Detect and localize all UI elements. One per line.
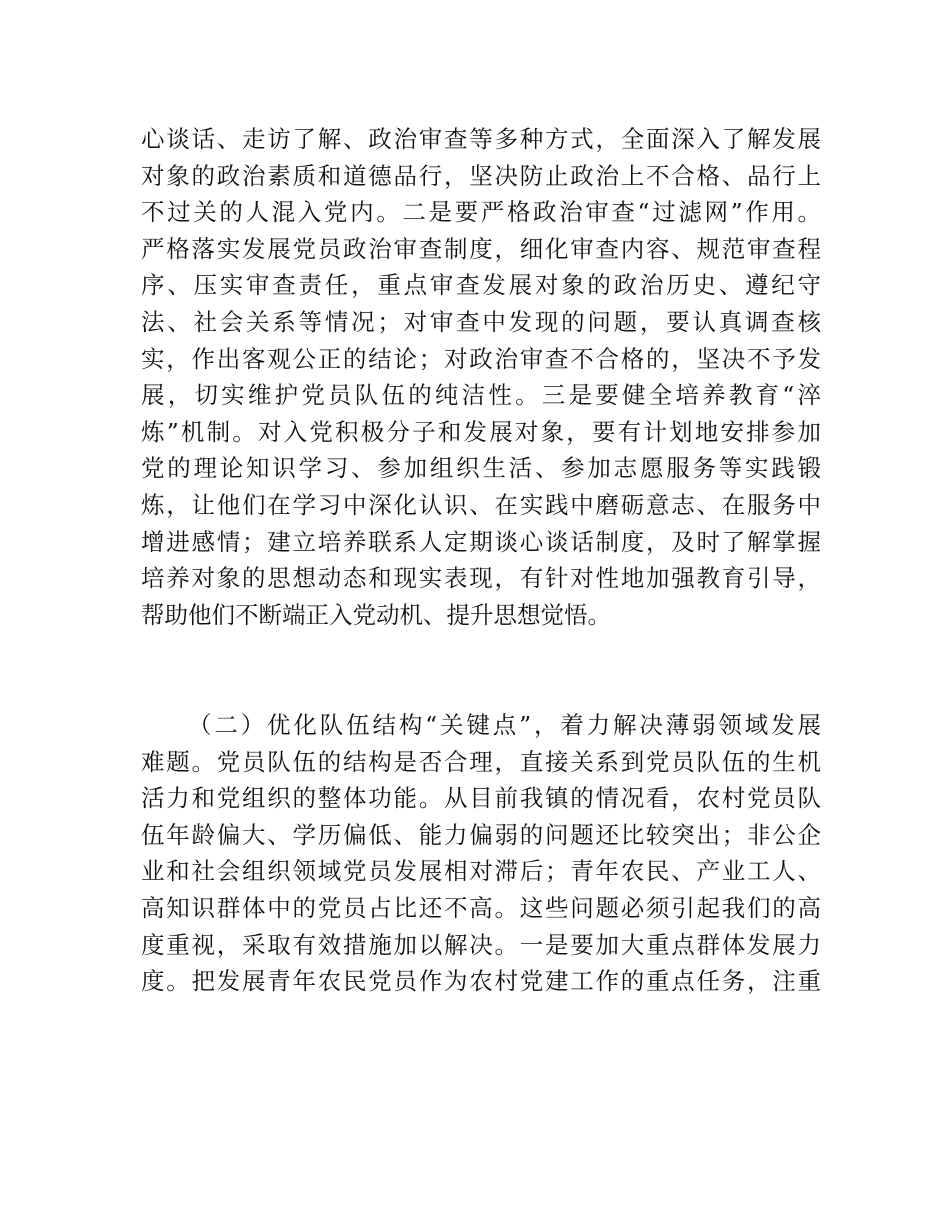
- text-line: 伍年龄偏大、学历偏低、能力偏弱的问题还比较突出；非公企: [141, 820, 821, 849]
- text-line: 炼，让他们在学习中深化认识、在实践中磨砺意志、在服务中: [141, 490, 821, 519]
- text-line: 法、社会关系等情况；对审查中发现的问题，要认真调查核: [141, 307, 821, 336]
- section-heading-line: （二）优化队伍结构“关键点”，着力解决薄弱领域发展: [188, 711, 821, 739]
- text-line: 展，切实维护党员队伍的纯洁性。三是要健全培养教育“淬: [141, 381, 821, 410]
- paragraph-team-structure: [141, 707, 821, 1000]
- text-line: 活力和党组织的整体功能。从目前我镇的情况看，农村党员队: [141, 784, 821, 813]
- text-line: 度重视，采取有效措施加以解决。一是要加大重点群体发展力: [141, 930, 821, 959]
- text-line: 炼”机制。对入党积极分子和发展对象，要有计划地安排参加: [141, 417, 821, 446]
- text-line: 业和社会组织领域党员发展相对滞后；青年农民、产业工人、: [141, 857, 821, 886]
- text-line: 高知识群体中的党员占比还不高。这些问题必须引起我们的高: [141, 893, 821, 922]
- text-line: 党的理论知识学习、参加组织生活、参加志愿服务等实践锻: [141, 454, 821, 483]
- text-line: 对象的政治素质和道德品行，坚决防止政治上不合格、品行上: [141, 161, 821, 190]
- text-line: 度。把发展青年农民党员作为农村党建工作的重点任务，注重: [141, 967, 821, 996]
- text-line: 实，作出客观公正的结论；对政治审查不合格的，坚决不予发: [141, 344, 821, 373]
- text-line: 增进感情；建立培养联系人定期谈心谈话制度，及时了解掌握: [141, 527, 821, 556]
- paragraph-political-review: [141, 121, 821, 633]
- text-line: 培养对象的思想动态和现实表现，有针对性地加强教育引导，: [141, 564, 821, 593]
- text-line: 难题。党员队伍的结构是否合理，直接关系到党员队伍的生机: [141, 747, 821, 776]
- text-line: 序、压实审查责任，重点审查发展对象的政治历史、遵纪守: [141, 271, 821, 300]
- text-line: 不过关的人混入党内。二是要严格政治审查“过滤网”作用。: [141, 198, 821, 227]
- text-line: 帮助他们不断端正入党动机、提升思想觉悟。: [141, 600, 611, 629]
- text-line: 严格落实发展党员政治审查制度，细化审查内容、规范审查程: [141, 234, 821, 263]
- text-line: 心谈话、走访了解、政治审查等多种方式，全面深入了解发展: [141, 125, 821, 153]
